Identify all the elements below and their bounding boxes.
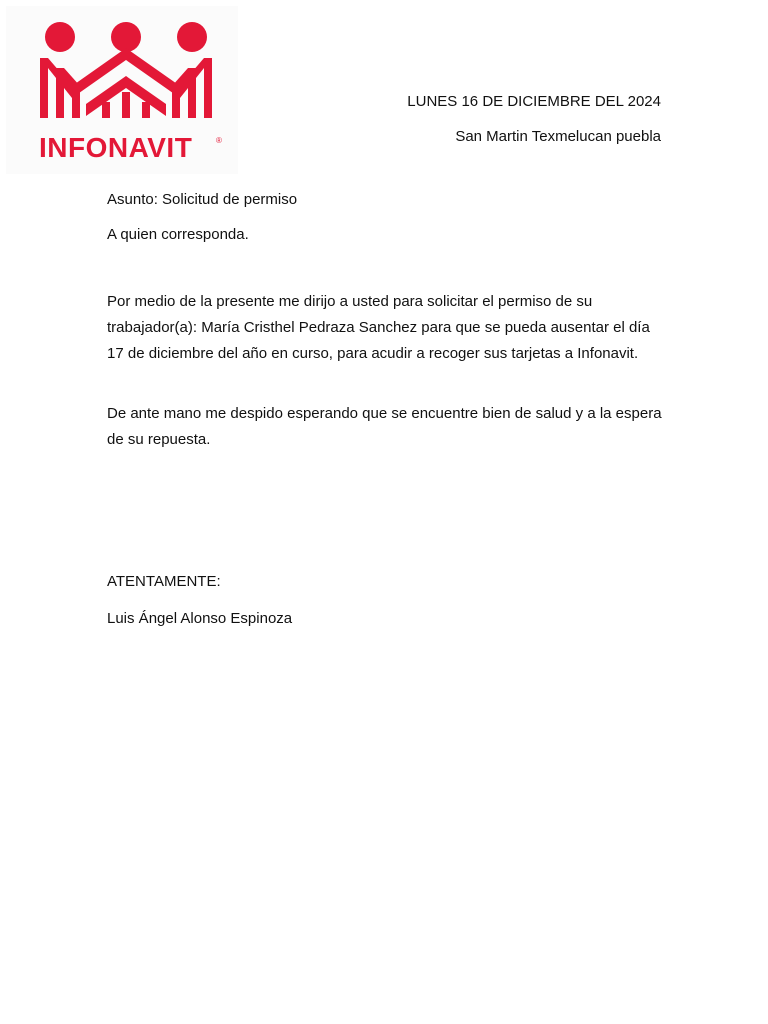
infonavit-logo <box>6 6 238 174</box>
letter-signature: Luis Ángel Alonso Espinoza <box>107 610 293 627</box>
infonavit-emblem-icon <box>6 6 238 136</box>
letter-subject: Asunto: Solicitud de permiso <box>107 191 298 208</box>
letter-closing: ATENTAMENTE: <box>107 573 221 590</box>
letter-paragraph-1: Por medio de la presente me dirijo a usted para solicitar el permiso de su trabajador(a): María Cristhel Pedraza Sanchez para que se pueda ausentar el día 17 de diciembre del año en curso, para acudir a recoger sus tarjetas a Infonavit. <box>107 293 650 362</box>
letter-place: San Martin Texmelucan puebla <box>455 128 661 145</box>
infonavit-wordmark: INFONAVIT <box>39 132 193 163</box>
letter-date: LUNES 16 DE DICIEMBRE DEL 2024 <box>407 93 661 110</box>
registered-mark: ® <box>216 136 222 145</box>
letter-paragraph-2: De ante mano me despido esperando que se encuentre bien de salud y a la espera de su repuesta. <box>107 405 662 448</box>
letter-greeting: A quien corresponda. <box>107 226 249 243</box>
